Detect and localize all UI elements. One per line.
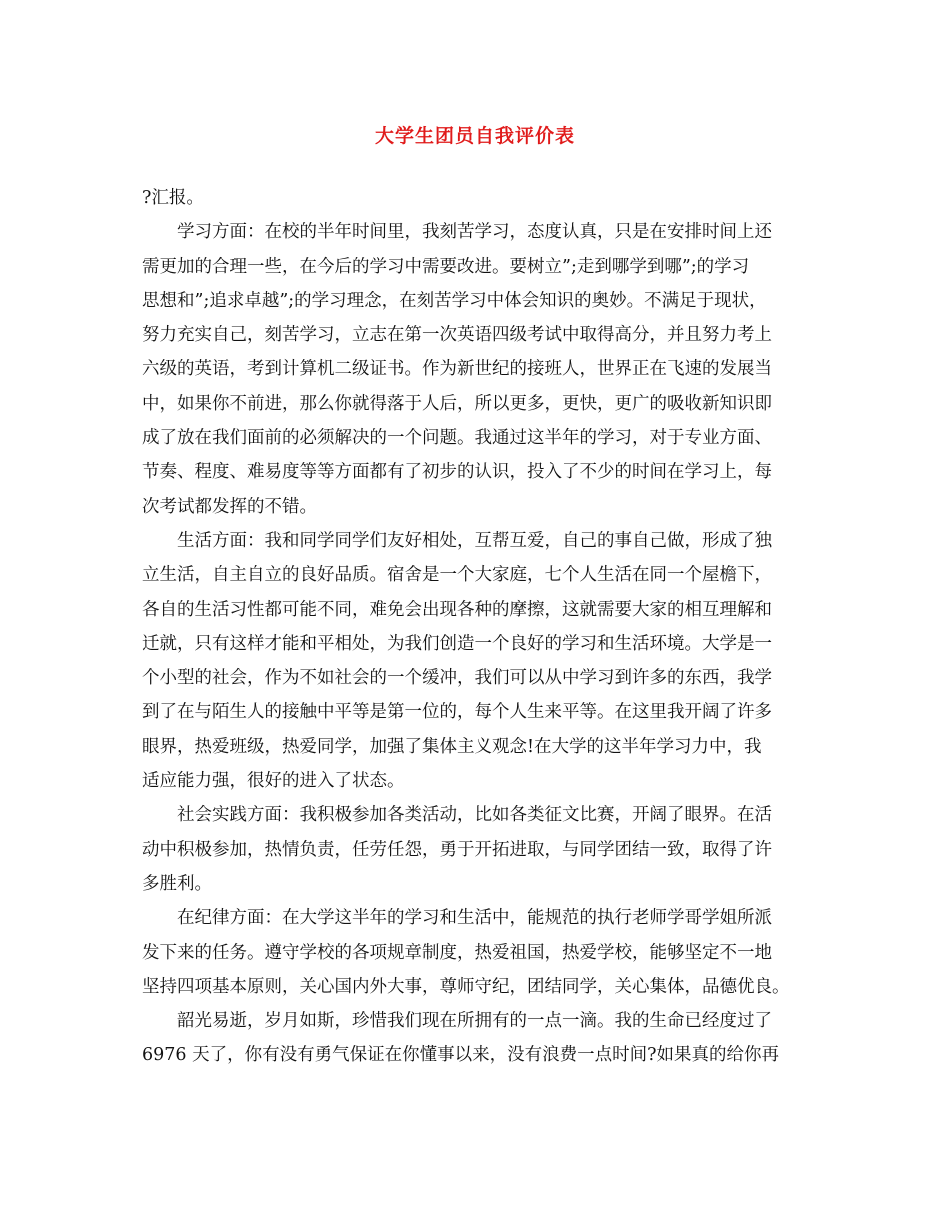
text-line: 次考试都发挥的不错。 [142, 496, 317, 517]
text-line: 生活方面：我和同学同学们友好相处，互帮互爱，自己的事自己做，形成了独 [177, 530, 772, 551]
text-line: 适应能力强，很好的进入了状态。 [142, 771, 405, 792]
text-line: 坚持四项基本原则，关心国内外大事，尊师守纪，团结同学，关心集体，品德优良。 [142, 976, 790, 997]
text-line: 社会实践方面：我积极参加各类活动，比如各类征文比赛，开阔了眼界。在活 [177, 805, 772, 826]
text-line: 思想和”;追求卓越”;的学习理念，在刻苦学习中体会知识的奥妙。不满足于现状， [142, 290, 767, 311]
text-line: 多胜利。 [142, 873, 212, 894]
text-line: 动中积极参加，热情负责，任劳任怨，勇于开拓进取，与同学团结一致，取得了许 [142, 839, 772, 860]
text-line: 立生活，自主自立的良好品质。宿舍是一个大家庭，七个人生活在同一个屋檐下， [142, 565, 772, 586]
text-line: 成了放在我们面前的必须解决的一个问题。我通过这半年的学习，对于专业方面、 [142, 428, 772, 449]
text-line: 节奏、程度、难易度等等方面都有了初步的认识，投入了不少的时间在学习上，每 [142, 462, 772, 483]
text-line: 发下来的任务。遵守学校的各项规章制度，热爱祖国，热爱学校，能够坚定不一地 [142, 942, 772, 963]
text-line: 需更加的合理一些，在今后的学习中需要改进。要树立”;走到哪学到哪”;的学习 [142, 256, 750, 277]
text-line: 个小型的社会，作为不如社会的一个缓冲，我们可以从中学习到许多的东西，我学 [142, 668, 772, 689]
text-line: 学习方面：在校的半年时间里，我刻苦学习，态度认真，只是在安排时间上还 [177, 222, 772, 243]
text-line: ?汇报。 [142, 188, 204, 208]
text-line: 迁就，只有这样才能和平相处，为我们创造一个良好的学习和生活环境。大学是一 [142, 633, 772, 654]
text-line: 到了在与陌生人的接触中平等是第一位的，每个人生来平等。在这里我开阔了许多 [142, 702, 772, 723]
text-line: 韶光易逝，岁月如斯，珍惜我们现在所拥有的一点一滴。我的生命已经度过了 [177, 1011, 772, 1032]
text-line: 各自的生活习性都可能不同，难免会出现各种的摩擦，这就需要大家的相互理解和 [142, 599, 772, 620]
text-line: 六级的英语，考到计算机二级证书。作为新世纪的接班人，世界正在飞速的发展当 [142, 359, 772, 380]
text-line: 眼界，热爱班级，热爱同学，加强了集体主义观念!在大学的这半年学习力中，我 [142, 736, 762, 757]
text-line: 努力充实自己，刻苦学习，立志在第一次英语四级考试中取得高分，并且努力考上 [142, 325, 772, 346]
text-line: 在纪律方面：在大学这半年的学习和生活中，能规范的执行老师学哥学姐所派 [177, 908, 772, 929]
document-title: 大学生团员自我评价表 [374, 125, 575, 147]
text-line: 6976 天了，你有没有勇气保证在你懂事以来，没有浪费一点时间?如果真的给你再 [142, 1045, 779, 1066]
text-line: 中，如果你不前进，那么你就得落于人后，所以更多，更快，更广的吸收新知识即 [142, 393, 772, 414]
document-body [142, 181, 822, 1073]
